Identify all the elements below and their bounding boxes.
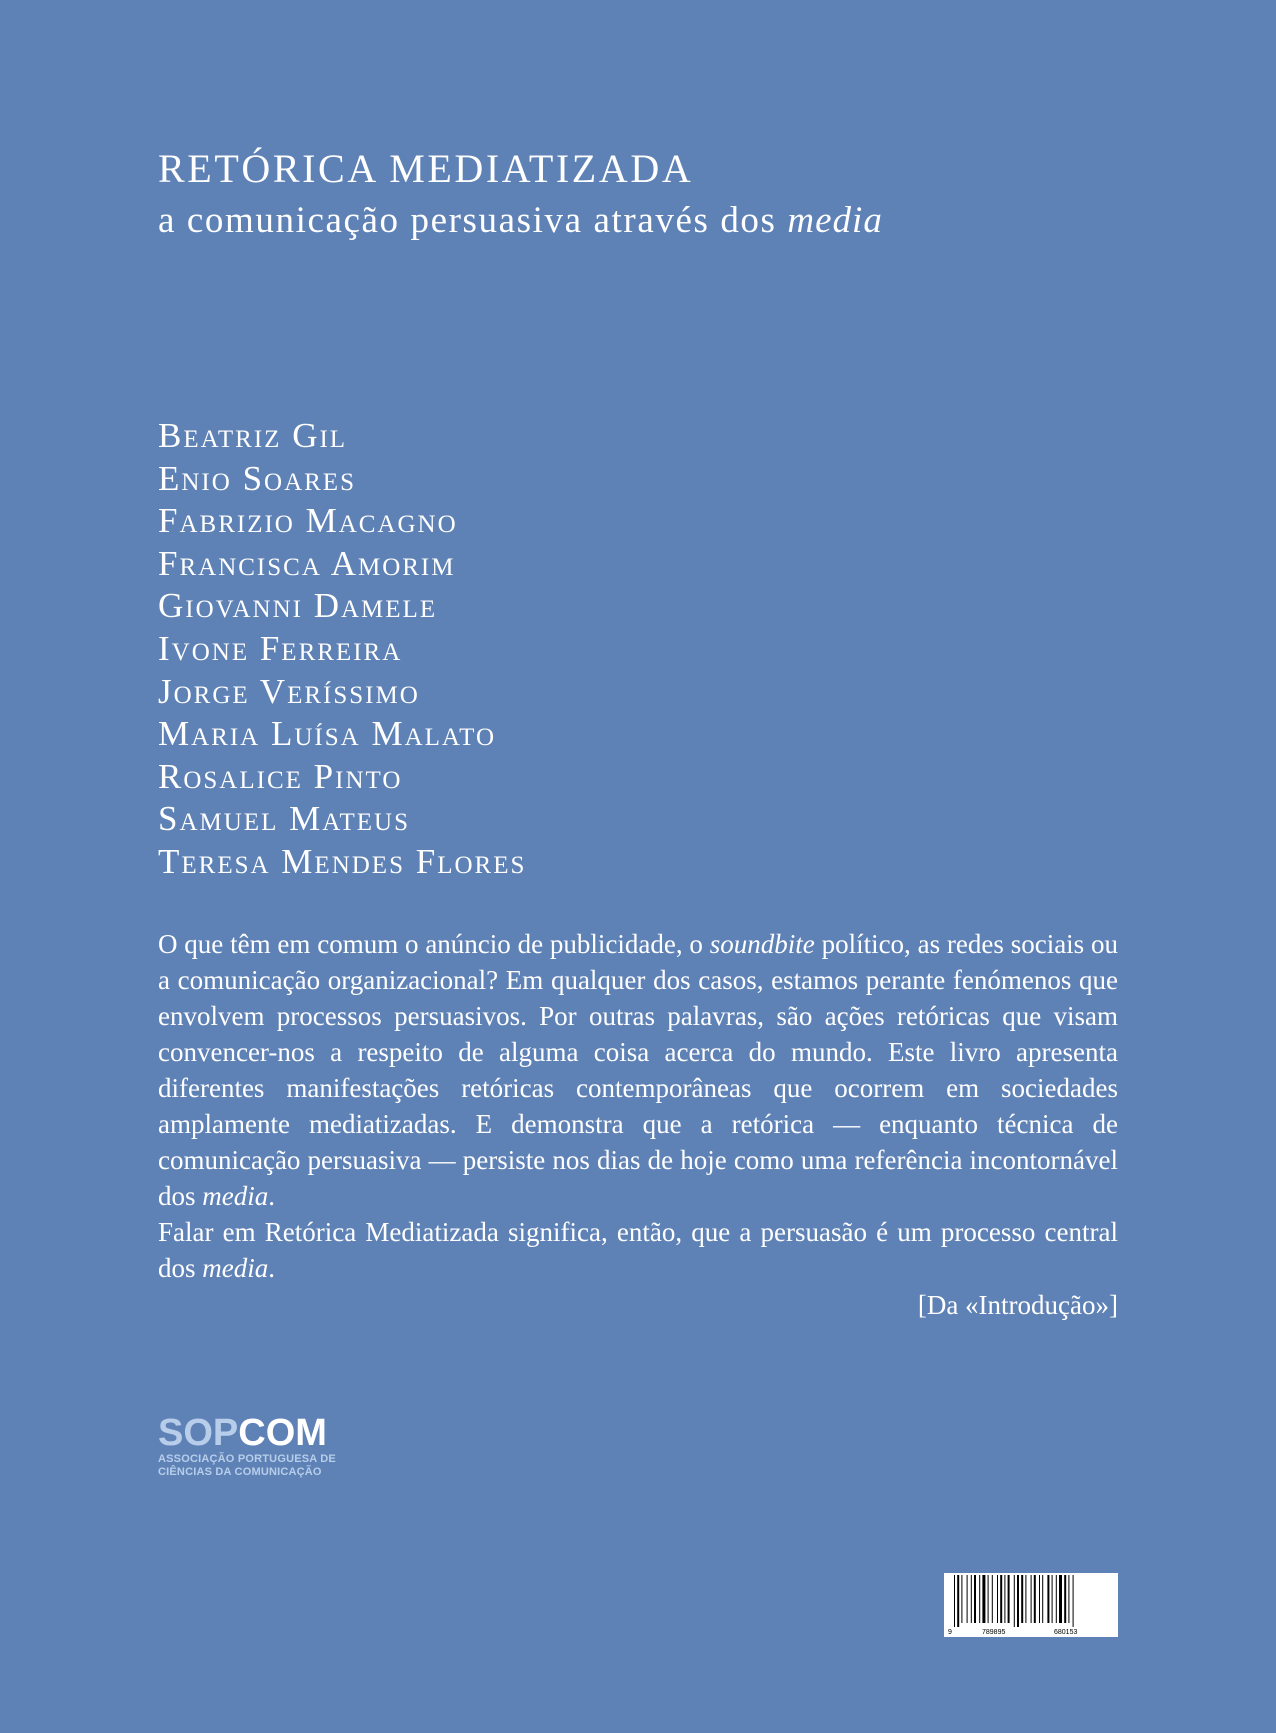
blurb-p1-middle: político, as redes sociais ou a comunicação organizacional? Em qualquer dos casos, estamos perante fenómenos que envolvem processos persuasivos. Por outras palavras, são ações retóricas que visam convencer-nos a respeito de alguma coisa acerca do mundo. Este livro apresenta diferentes manifestações retóricas contemporâneas que ocorrem em sociedades amplamente mediatizadas. E demonstra que a retórica — enquanto técnica de comunicação persuasiva — persiste nos dias de hoje como uma referência incontornável dos	[158, 929, 1119, 1211]
barcode-bar	[1073, 1575, 1074, 1627]
barcode-bar	[1000, 1575, 1002, 1623]
barcode-right-digits: 680153	[1054, 1629, 1078, 1636]
author-name: Samuel Mateus	[158, 799, 410, 839]
barcode-bar	[1068, 1575, 1069, 1623]
author-name: Rosalice Pinto	[158, 756, 403, 796]
barcode-bar	[1064, 1575, 1066, 1623]
author-name: Beatriz Gil	[158, 416, 348, 455]
logo-word-part2: COM	[238, 1412, 327, 1454]
blurb-paragraph-1	[158, 926, 1118, 1214]
blurb-p1-media: media	[202, 1181, 269, 1211]
barcode-bar	[974, 1575, 976, 1623]
barcode-first-digit: 9	[948, 1629, 952, 1636]
barcode-bar	[967, 1575, 968, 1623]
barcode-bar	[1059, 1575, 1062, 1623]
barcode-bar	[1056, 1575, 1057, 1623]
barcode-bar	[1014, 1575, 1015, 1627]
barcode-graphic	[944, 1573, 1118, 1637]
author-name: Giovanni Damele	[158, 586, 438, 626]
author-name: Maria Luísa Malato	[158, 714, 497, 754]
title-block	[158, 143, 1158, 247]
blurb-p1-start: O que têm em comum o anúncio de publicidade, o	[158, 929, 710, 959]
barcode-bar	[982, 1575, 985, 1623]
blurb-p2-end: .	[268, 1253, 275, 1283]
author-name: Enio Soares	[158, 458, 356, 498]
book-title: RETÓRICA MEDIATIZADA	[158, 146, 694, 191]
blurb-attribution: [Da «Introdução»]	[917, 1290, 1118, 1320]
barcode-bar	[971, 1575, 972, 1623]
blurb-paragraph-2	[158, 1214, 1118, 1286]
blurb-p1-soundbite: soundbite	[709, 929, 815, 959]
book-subtitle-italic: media	[787, 200, 883, 241]
blurb-text	[158, 926, 1118, 1286]
barcode-bar	[1004, 1575, 1005, 1623]
blurb-p2-media: media	[202, 1253, 269, 1283]
barcode-left-digits: 789895	[982, 1629, 1006, 1636]
publisher-logo	[158, 1413, 378, 1479]
author-name: Jorge Veríssimo	[158, 671, 420, 711]
barcode-bar	[957, 1575, 959, 1627]
barcode-bar	[988, 1575, 989, 1623]
author-list	[158, 415, 526, 884]
book-subtitle-plain: a comunicação persuasiva através dos	[158, 200, 777, 241]
barcode-bar	[979, 1575, 980, 1623]
barcode-bar	[1034, 1575, 1036, 1623]
logo-word-part1: SOP	[158, 1412, 239, 1454]
author-name: Fabrizio Macagno	[158, 501, 458, 541]
barcode-bar	[954, 1575, 955, 1627]
barcode-bar	[1017, 1575, 1019, 1627]
logo-subtitle-line2: CIÊNCIAS DA COMUNICAÇÃO	[158, 1466, 322, 1478]
barcode-bar	[1031, 1575, 1032, 1623]
barcode-bar	[1047, 1575, 1049, 1623]
logo-wordmark	[158, 1413, 378, 1453]
barcode-bar	[1052, 1575, 1053, 1623]
isbn-barcode	[944, 1573, 1118, 1637]
book-subtitle	[158, 195, 1158, 247]
author-name: Teresa Mendes Flores	[158, 841, 527, 881]
barcode-bar	[1025, 1575, 1026, 1623]
blurb-p2-start: Falar em Retórica Mediatizada significa, então, que a persuasão é um processo central dos	[158, 1217, 1118, 1283]
barcode-bar	[1042, 1575, 1043, 1623]
barcode-bar	[1008, 1575, 1010, 1623]
barcode-bar	[961, 1575, 962, 1623]
barcode-bars	[954, 1575, 1074, 1627]
barcode-bar	[997, 1575, 998, 1623]
barcode-bar	[1039, 1575, 1040, 1623]
logo-subtitle-line1: ASSOCIAÇÃO PORTUGUESA DE	[158, 1453, 336, 1465]
author-name: Francisca Amorim	[158, 543, 456, 583]
blurb-p1-end: .	[268, 1181, 275, 1211]
barcode-bar	[992, 1575, 993, 1623]
author-name: Ivone Ferreira	[158, 628, 403, 668]
barcode-bar	[1021, 1575, 1023, 1623]
